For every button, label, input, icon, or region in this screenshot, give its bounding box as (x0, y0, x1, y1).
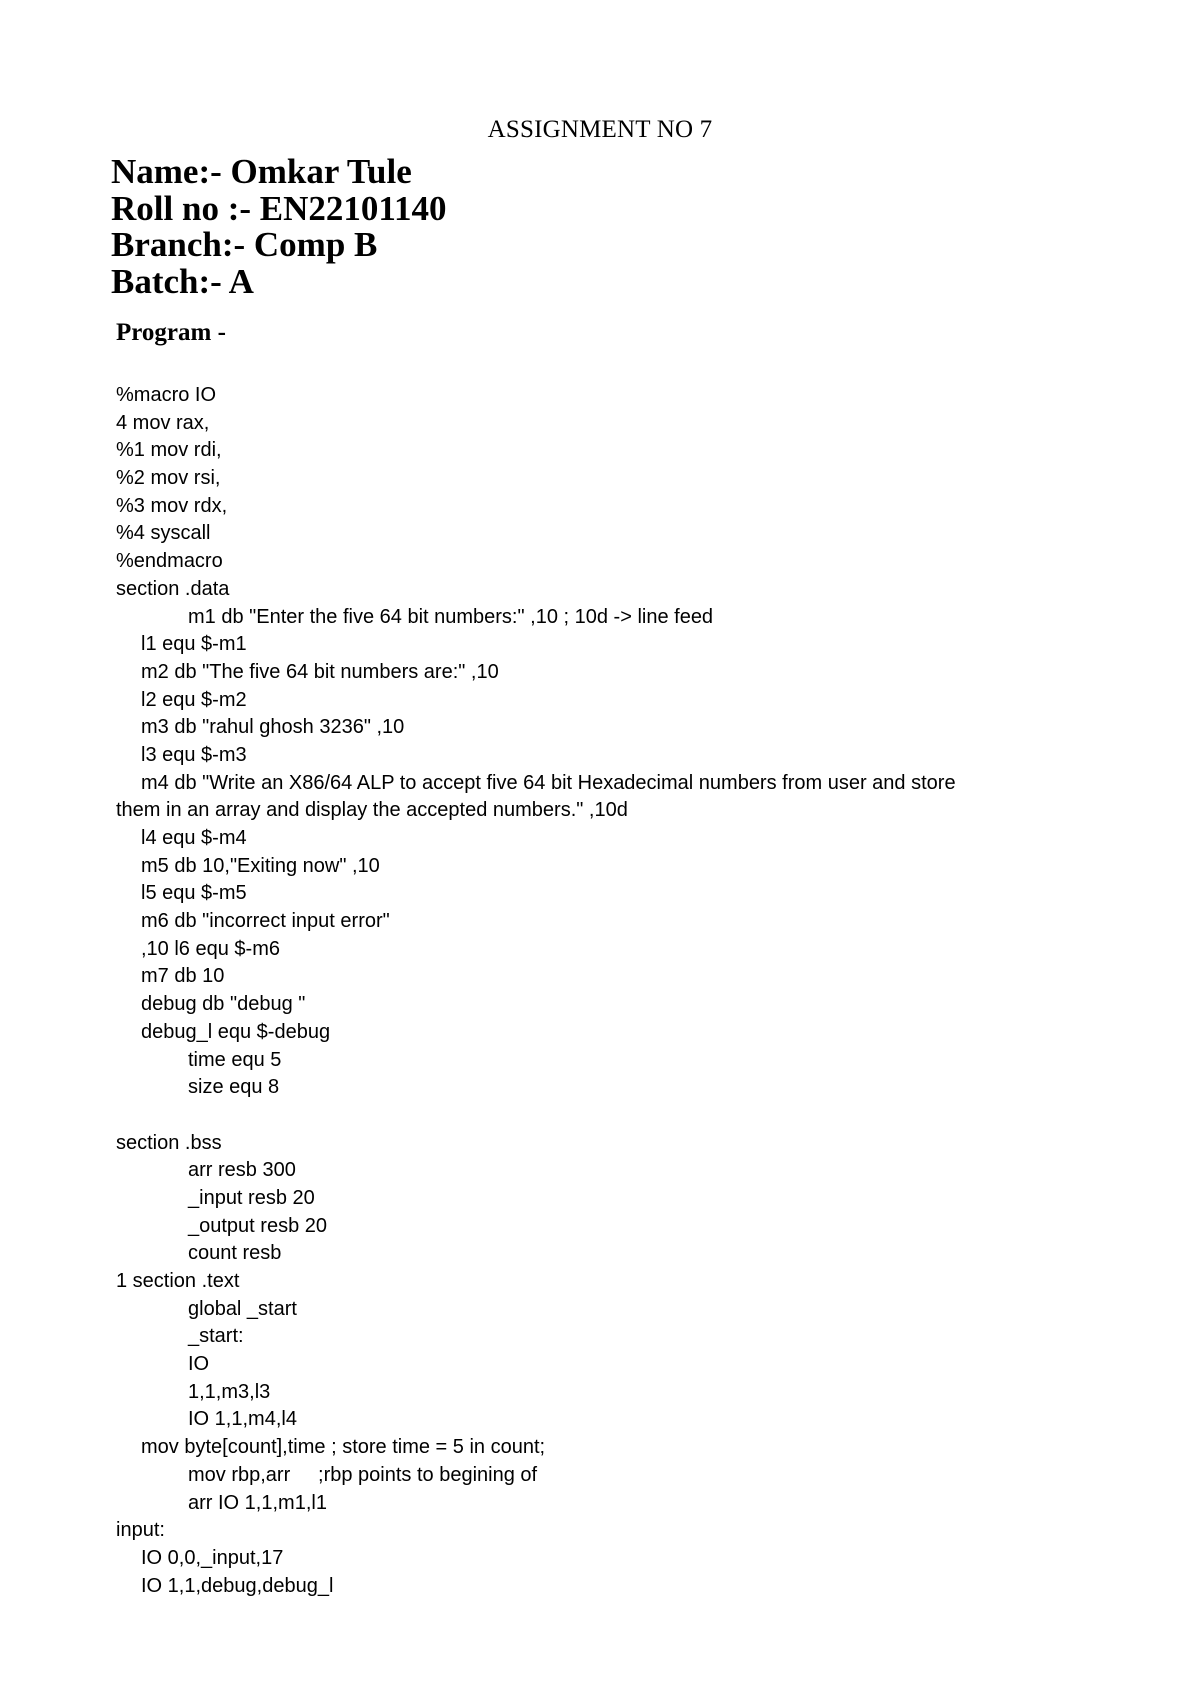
code-line: m3 db "rahul ghosh 3236" ,10 (141, 716, 405, 739)
code-line: 4 mov rax, (116, 411, 210, 434)
student-batch: Batch:- A (111, 261, 254, 301)
code-line: l4 equ $-m4 (141, 827, 247, 849)
code-line (116, 1102, 1126, 1130)
code-line: time equ 5 (188, 1048, 282, 1071)
code-line: size equ 8 (188, 1076, 280, 1099)
code-line: %endmacro (116, 550, 223, 573)
code-line: m5 db 10,"Exiting now" ,10 (141, 854, 380, 877)
assignment-title: ASSIGNMENT NO 7 (487, 116, 713, 143)
code-line: %1 mov rdi, (116, 439, 222, 462)
code-line: global _start (188, 1297, 297, 1320)
code-line: count resb (188, 1242, 282, 1265)
code-line: l1 equ $-m1 (141, 633, 247, 656)
code-line: m6 db "incorrect input error" (141, 910, 390, 933)
code-line: them in an array and display the accepted numbers." ,10d (116, 799, 628, 822)
student-branch: Branch:- Comp B (111, 225, 378, 264)
code-line: _input resb 20 (188, 1186, 315, 1209)
code-line: mov rbp,arr ;rbp points to begining of (188, 1463, 538, 1486)
code-line: m2 db "The five 64 bit numbers are:" ,10 (141, 660, 499, 683)
code-line: arr IO 1,1,m1,l1 (188, 1491, 327, 1514)
code-line: IO 1,1,m4,l4 (188, 1408, 297, 1431)
code-line: _output resb 20 (188, 1214, 327, 1237)
student-roll-no: Roll no :- EN22101140 (111, 188, 447, 228)
code-line: IO (188, 1353, 210, 1376)
code-line: debug db "debug " (141, 993, 306, 1016)
code-line: l5 equ $-m5 (141, 882, 247, 905)
code-line: section .bss (116, 1131, 222, 1154)
code-line: 1 section .text (116, 1270, 240, 1292)
code-line: l2 equ $-m2 (141, 688, 247, 711)
code-line: %macro IO (116, 384, 217, 406)
code-line: arr resb 300 (188, 1159, 296, 1182)
code-line: m4 db "Write an X86/64 ALP to accept five 64 bit Hexadecimal numbers from user and store (141, 771, 956, 794)
code-line: IO 1,1,debug,debug_l (141, 1574, 334, 1597)
code-line: m7 db 10 (141, 965, 225, 988)
code-line: ,10 l6 equ $-m6 (141, 937, 280, 960)
code-line: %2 mov rsi, (116, 467, 221, 490)
program-heading: Program - (116, 319, 226, 346)
code-line: 1,1,m3,l3 (188, 1380, 271, 1403)
code-line: input: (116, 1519, 165, 1542)
code-listing (116, 382, 1126, 1600)
code-line: mov byte[count],time ; store time = 5 in count; (141, 1436, 546, 1459)
code-line: m1 db "Enter the five 64 bit numbers:" ,10 ; 10d -> line feed (188, 605, 714, 628)
code-line: debug_l equ $-debug (141, 1020, 331, 1043)
student-name: Name:- Omkar Tule (111, 152, 412, 191)
code-line: %4 syscall (116, 522, 211, 545)
code-line: %3 mov rdx, (116, 494, 228, 517)
student-info (111, 154, 446, 300)
code-line: IO 0,0,_input,17 (141, 1546, 284, 1569)
code-line: _start: (188, 1325, 244, 1348)
code-line: l3 equ $-m3 (141, 743, 247, 766)
code-line: section .data (116, 577, 230, 600)
